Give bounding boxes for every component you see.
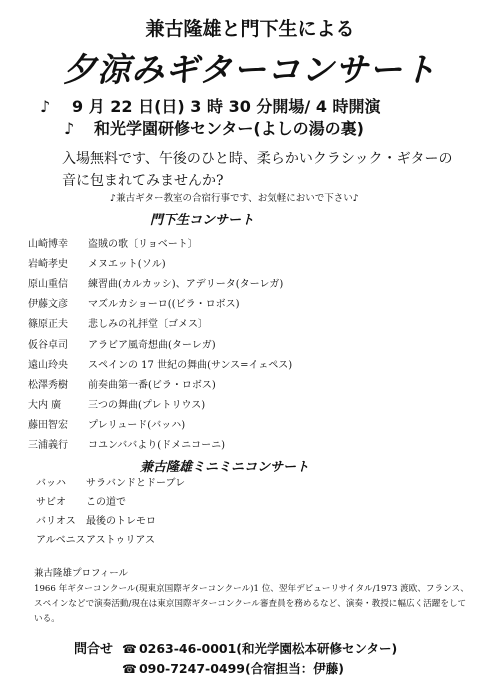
piece: この道で [86, 497, 126, 508]
performer: 仮谷卓司 [28, 339, 68, 351]
piece: 盗賊の歌〔リョベート〕 [88, 238, 198, 250]
performer: 大内 廣 [28, 400, 62, 412]
composer: バッハ [36, 478, 66, 489]
performer: 岩崎孝史 [28, 258, 68, 270]
event-subtitle: 兼古隆雄と門下生による [145, 18, 355, 40]
phone-icon: ☎ [122, 662, 137, 676]
performer: 山崎博幸 [28, 238, 68, 250]
piece: アストゥリアス [86, 535, 155, 546]
mini-concert-heading: 兼古隆雄ミニミニコンサート [140, 460, 310, 475]
event-title: 夕涼みギターコンサート [63, 50, 437, 89]
piece: 悲しみの礼拝堂〔ゴメス〕 [88, 319, 208, 331]
event-date: 9 月 22 日(日) 3 時 30 分開場/ 4 時開演 [72, 97, 381, 116]
intro-text: 入場無料です、午後のひと時、柔らかいクラシック・ギターの音に包まれてみませんか? [62, 151, 453, 189]
program-row [28, 394, 468, 414]
performer: 遠山玲央 [28, 359, 68, 371]
program-row [28, 252, 468, 272]
program-row [28, 293, 468, 313]
event-venue: 和光学園研修センター(よしの湯の裏) [94, 119, 364, 138]
music-note-icon: ♪ [40, 97, 51, 116]
profile-text: 1966 年ギターコンクール(現東京国際ギターコンクール)1 位、翌年デビューリサイタル/1973 渡欧、フランス、スペインなどで演奏活動/現在は東京国際ギターコンクール審査員を務めるなど、演奏・教授に幅広く活躍をしている。 [34, 584, 469, 624]
mini-concert-program [36, 472, 436, 548]
students-heading: 門下生コンサート [150, 213, 255, 228]
composer: サビオ [36, 497, 66, 508]
intro-note: ♪兼古ギター教室の合宿行事です、お気軽においで下さい♪ [110, 193, 359, 204]
program-row [28, 333, 468, 353]
performer: 篠原正夫 [28, 319, 68, 331]
contact-line-1 [122, 639, 397, 657]
students-program [28, 232, 468, 454]
program-row [28, 414, 468, 434]
mini-row [36, 491, 436, 510]
performer: 伊藤文彦 [28, 299, 68, 311]
date-line [40, 94, 381, 117]
contact-label: 問合せ [74, 642, 114, 657]
mini-row [36, 472, 436, 491]
program-row [28, 272, 468, 292]
piece: アラビア風奇想曲(ターレガ) [88, 339, 216, 351]
piece: コユンババより(ドメニコーニ) [88, 440, 226, 452]
program-row [28, 313, 468, 333]
piece: メヌエット(ソル) [88, 258, 166, 270]
composer: アルベニス [36, 535, 86, 546]
piece: 三つの舞曲(プレトリウス) [88, 400, 206, 412]
program-row [28, 373, 468, 393]
venue-line [64, 116, 364, 139]
composer: バリオス [36, 516, 76, 527]
performer: 藤田智宏 [28, 420, 68, 432]
performer: 三浦義行 [28, 440, 68, 452]
program-row [28, 353, 468, 373]
piece: 最後のトレモロ [86, 516, 156, 527]
mini-row [36, 529, 436, 548]
performer: 松澤秀樹 [28, 379, 68, 391]
piece: スペインの 17 世紀の舞曲(サンス=イェペス) [88, 359, 293, 371]
contact-phone-2: 090-7247-0499(合宿担当：伊藤) [138, 661, 344, 676]
piece: 前奏曲第一番(ビラ・ロボス) [88, 379, 216, 391]
piece: サラバンドとドーブレ [86, 478, 186, 489]
profile-heading: 兼古隆雄プロフィール [34, 568, 129, 579]
performer: 原山重信 [28, 278, 68, 290]
piece: プレリュード(バッハ) [88, 420, 186, 432]
phone-icon: ☎ [122, 642, 137, 656]
piece: 練習曲(カルカッシ)、アデリータ(ターレガ) [88, 278, 284, 290]
mini-row [36, 510, 436, 529]
contact-line-2 [122, 659, 344, 677]
piece: マズルカショーロ((ビラ・ロボス) [88, 299, 240, 311]
music-note-icon: ♪ [64, 119, 75, 138]
program-row [28, 232, 468, 252]
contact-phone-1: 0263-46-0001(和光学園松本研修センター) [138, 641, 398, 656]
program-row [28, 434, 468, 454]
